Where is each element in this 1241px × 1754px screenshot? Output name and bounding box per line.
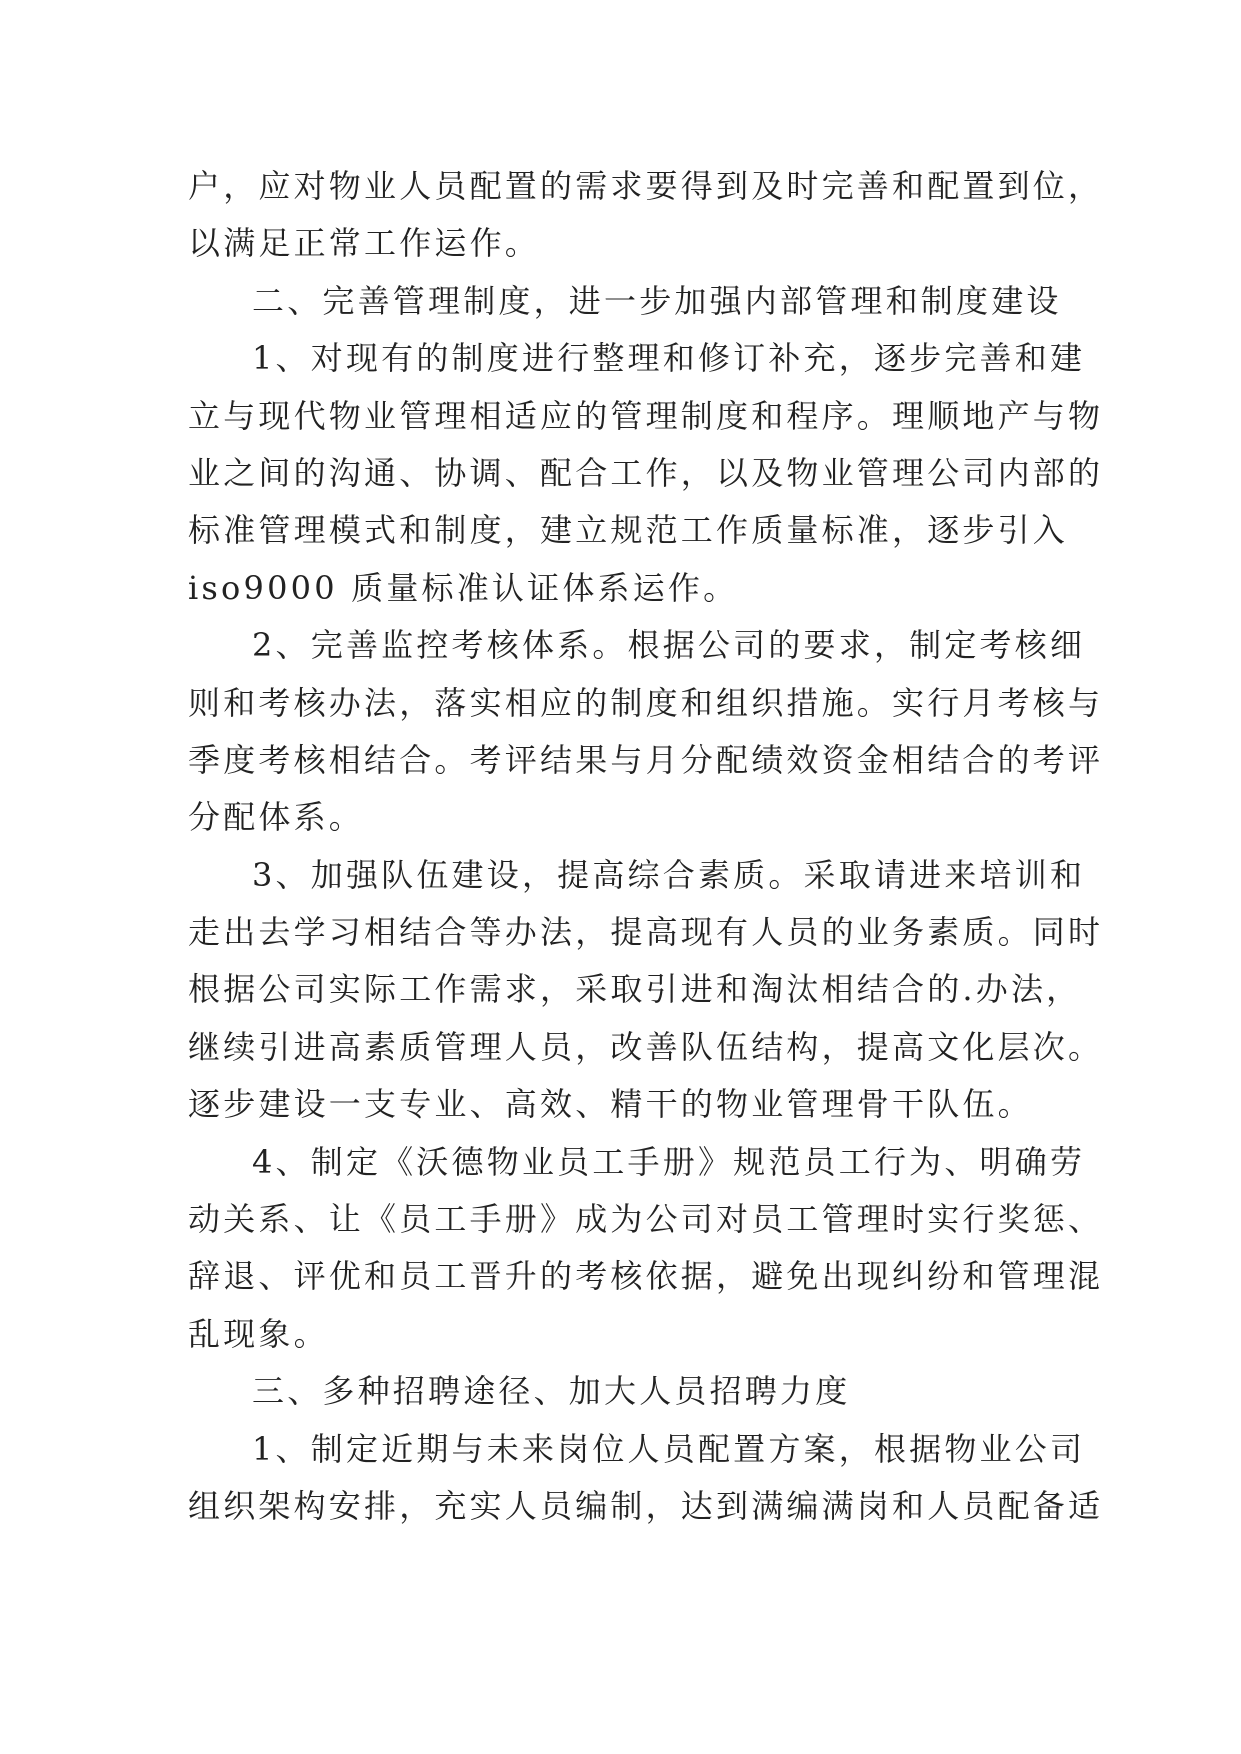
section-heading: 二、完善管理制度，进一步加强内部管理和制度建设: [252, 281, 1062, 320]
text-line: 3、加强队伍建设，提高综合素质。采取请进来培训和: [252, 855, 1086, 894]
text-line: 辞退、评优和员工晋升的考核依据，避免出现纠纷和管理混: [188, 1257, 1104, 1296]
text-line: 户，应对物业人员配置的需求要得到及时完善和配置到位，: [188, 167, 1104, 205]
text-line: 乱现象。: [188, 1314, 329, 1353]
text-line: 以满足正常工作运作。: [188, 224, 541, 263]
text-line: 分配体系。: [188, 798, 365, 837]
text-line: 则和考核办法，落实相应的制度和组织措施。实行月考核与: [188, 683, 1104, 722]
text-line: iso9000 质量标准认证体系运作。: [188, 568, 739, 607]
document-body: [188, 158, 1104, 1535]
text-line: 逐步建设一支专业、高效、精干的物业管理骨干队伍。: [188, 1085, 1033, 1124]
section-heading: 三、多种招聘途径、加大人员招聘力度: [252, 1372, 851, 1411]
text-line: 1、制定近期与未来岗位人员配置方案，根据物业公司: [252, 1429, 1086, 1468]
text-line: 立与现代物业管理相适应的管理制度和程序。理顺地产与物: [188, 396, 1104, 435]
text-line: 1、对现有的制度进行整理和修订补充，逐步完善和建: [252, 339, 1086, 378]
text-line: 动关系、让《员工手册》成为公司对员工管理时实行奖惩、: [188, 1200, 1104, 1239]
text-line: 4、制定《沃德物业员工手册》规范员工行为、明确劳: [252, 1142, 1086, 1181]
text-line: 标准管理模式和制度，建立规范工作质量标准，逐步引入: [188, 511, 1069, 550]
text-line: 走出去学习相结合等办法，提高现有人员的业务素质。同时: [188, 913, 1104, 952]
text-line: 季度考核相结合。考评结果与月分配绩效资金相结合的考评: [188, 740, 1104, 779]
text-line: 组织架构安排，充实人员编制，达到满编满岗和人员配备适: [188, 1486, 1104, 1525]
text-line: 根据公司实际工作需求，采取引进和淘汰相结合的.办法，: [188, 970, 1082, 1009]
text-line: 业之间的沟通、协调、配合工作，以及物业管理公司内部的: [188, 453, 1104, 492]
text-line: 2、完善监控考核体系。根据公司的要求，制定考核细: [252, 626, 1086, 665]
text-line: 继续引进高素质管理人员，改善队伍结构，提高文化层次。: [188, 1027, 1104, 1066]
